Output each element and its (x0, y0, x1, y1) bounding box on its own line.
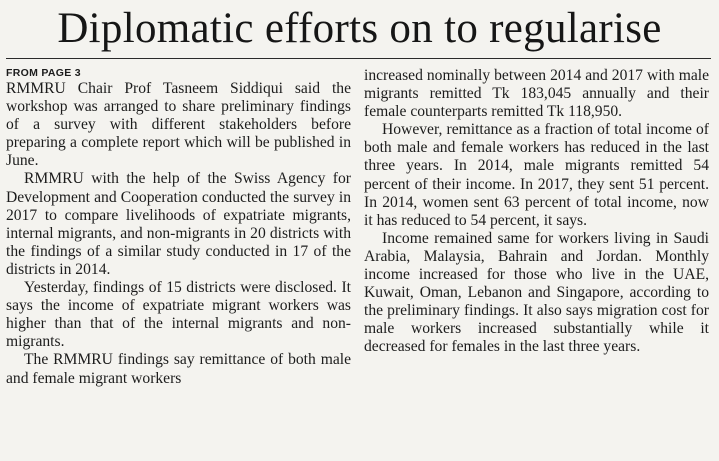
dateline: FROM PAGE 3 (6, 67, 81, 79)
paragraph: RMMRU Chair Prof Tasneem Siddiqui said the workshop was arranged to share preliminary findings of a survey with different stakeholders before preparing a complete report which will be published in June. (6, 80, 351, 170)
paragraph: Income remained same for workers living in Saudi Arabia, Malaysia, Bahrain and Jordan. Monthly income increased for those who live in the UAE, Kuwait, Oman, Lebanon and Singapore, according to the preliminary findings. It also says migration cost for male workers increased substantially while it decreased for females in the last three years. (364, 229, 709, 356)
paragraph: The RMMRU findings say remittance of both male and female migrant workers (6, 351, 351, 387)
paragraph: increased nominally between 2014 and 2017 with male migrants remitted Tk 183,045 annually and their female counterparts remitted Tk 118,950. (364, 67, 709, 121)
paragraph: Yesterday, findings of 15 districts were disclosed. It says the income of expatriate migrant workers was higher than that of the internal migrants and non-migrants. (6, 279, 351, 351)
article-column-right (364, 67, 709, 357)
article-column-left (6, 66, 351, 388)
headline-rule (6, 58, 711, 59)
paragraph: However, remittance as a fraction of total income of both male and female workers has reduced in the last three years. In 2014, male migrants remitted 54 percent of their income. In 2017, they sent 51 percent. In 2014, women sent 63 percent of total income, now it has reduced to 54 percent, it says. (364, 121, 709, 229)
paragraph: RMMRU with the help of the Swiss Agency for Development and Cooperation conducted the survey in 2017 to compare livelihoods of expatriate migrants, internal migrants, and non-migrants in 20 districts with the findings of a similar study conducted in 17 of the districts in 2014. (6, 170, 351, 278)
headline: Diplomatic efforts on to regularise (57, 5, 662, 52)
